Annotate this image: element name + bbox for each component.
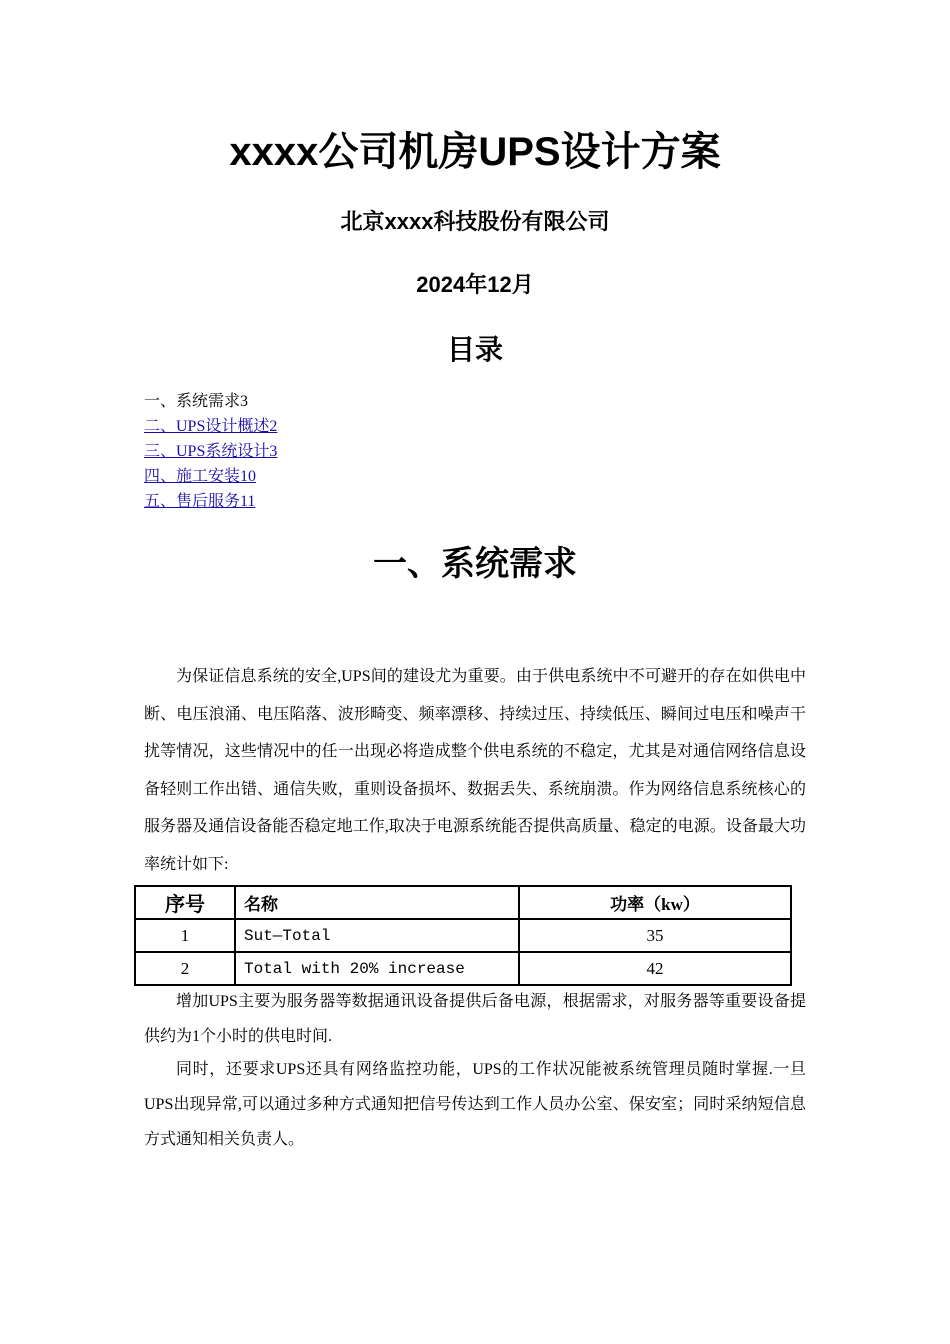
toc-item-installation[interactable] (144, 464, 277, 489)
company-name: 北京xxxx科技股份有限公司 (340, 209, 610, 234)
document-date: 2024年12月 (416, 272, 534, 297)
toc-item-ups-overview[interactable] (144, 414, 277, 439)
toc-link-after-sales[interactable]: 五、售后服务11 (144, 493, 256, 510)
intro-paragraph: 为保证信息系统的安全,UPS间的建设尤为重要。由于供电系统中不可避开的存在如供电中断、电压浪涌、电压陷落、波形畸变、频率漂移、持续过压、持续低压、瞬间过电压和噪声干扰等情况，这些情况中的任一出现必将造成整个供电系统的不稳定，尤其是对通信网络信息设备轻则工作出错、通信失败，重则设备损坏、数据丢失、系统崩溃。作为网络信息系统核心的服务器及通信设备能否稳定地工作,取决于电源系统能否提供高质量、稳定的电源。设备最大功率统计如下: (144, 668, 806, 873)
toc-item-ups-system-design[interactable] (144, 439, 277, 464)
cell-name: Total with 20% increase (235, 952, 519, 985)
table-header-row (135, 886, 791, 919)
toc-item-label: 一、系统需求3 (144, 393, 249, 410)
toc-link-ups-system-design[interactable]: 三、UPS系统设计3 (144, 443, 278, 460)
toc-heading: 目录 (446, 334, 503, 365)
table-row (135, 952, 791, 985)
cell-name: Sut—Total (235, 919, 519, 952)
toc-link-installation[interactable]: 四、施工安装10 (144, 468, 257, 485)
toc-item-system-requirements (144, 389, 277, 414)
cell-no: 1 (135, 919, 235, 952)
cell-power: 42 (519, 952, 791, 985)
section-heading: 一、系统需求 (373, 546, 577, 583)
toc-item-after-sales[interactable] (144, 489, 277, 514)
power-table (134, 885, 792, 986)
header-no: 序号 (135, 886, 235, 919)
cell-power: 35 (519, 919, 791, 952)
header-power: 功率（kw） (519, 886, 791, 919)
header-name: 名称 (235, 886, 519, 919)
toc-link-ups-overview[interactable]: 二、UPS设计概述2 (144, 418, 278, 435)
cell-no: 2 (135, 952, 235, 985)
document-title: xxxx公司机房UPS设计方案 (229, 130, 721, 174)
backup-power-paragraph: 增加UPS主要为服务器等数据通讯设备提供后备电源，根据需求，对服务器等重要设备提供约为1个小时的供电时间. (144, 993, 806, 1045)
monitoring-paragraph: 同时，还要求UPS还具有网络监控功能，UPS的工作状况能被系统管理员随时掌握.一旦UPS出现异常,可以通过多种方式通知把信号传达到工作人员办公室、保安室；同时采纳短信息方式通知相关负责人。 (144, 1061, 806, 1148)
table-row (135, 919, 791, 952)
table-of-contents (144, 389, 277, 514)
